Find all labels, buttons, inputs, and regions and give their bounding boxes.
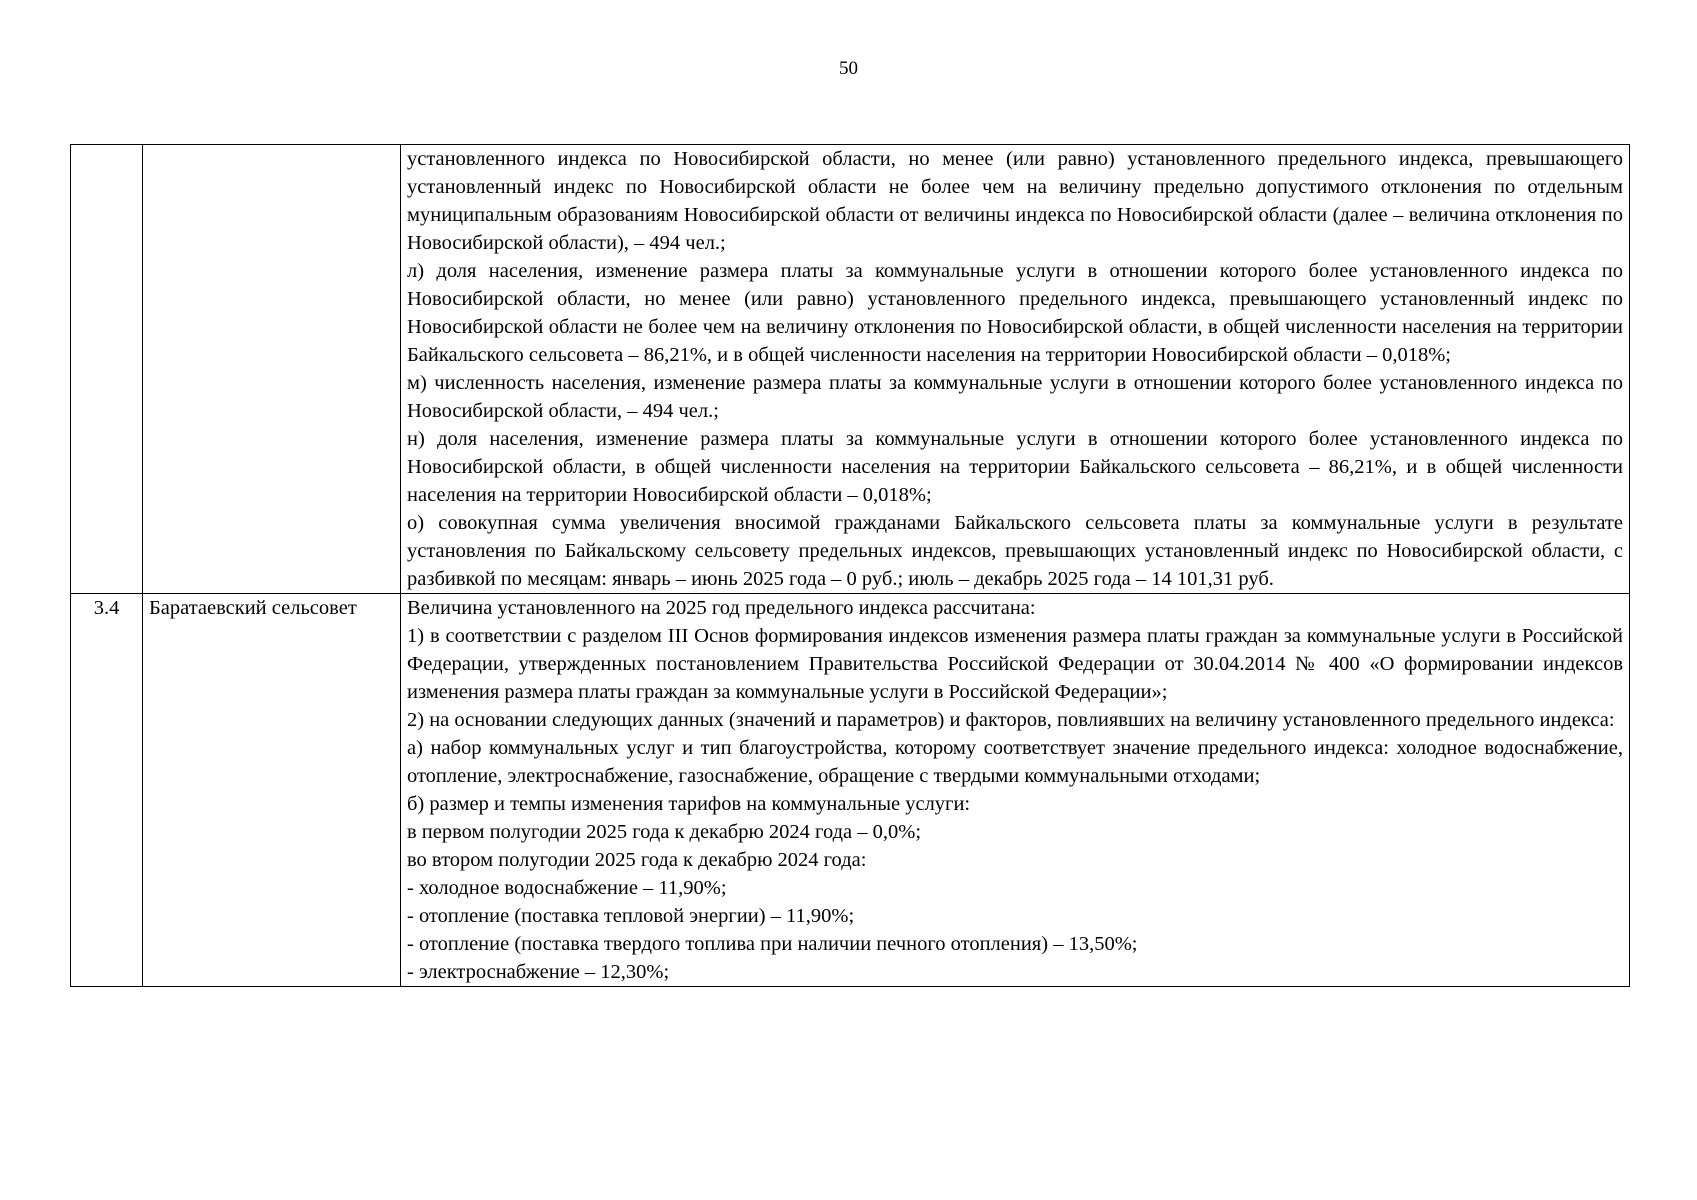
table-row [71, 145, 1630, 594]
page-number: 50 [839, 58, 858, 79]
paragraph: о) совокупная сумма увеличения вносимой гражданами Байкальского сельсовета платы за коммунальные услуги в результате установления по Байкальскому сельсовету предельных индексов, превышающих установленный индекс по Новосибирской области, с разбивкой по месяцам: январь – июнь 2025 года – 0 руб.; июль – декабрь 2025 года – 14 101,31 руб. [407, 512, 1623, 590]
paragraph: Величина установленного на 2025 год предельного индекса рассчитана: [407, 597, 1036, 619]
paragraph: - электроснабжение – 12,30%; [407, 961, 670, 983]
paragraph: б) размер и темпы изменения тарифов на коммунальные услуги: [407, 793, 971, 815]
row-number-cell: 3.4 [71, 594, 143, 987]
paragraph: н) доля населения, изменение размера платы за коммунальные услуги в отношении которого более установленного индекса по Новосибирской области, в общей численности населения на территории Байкальского сельсовета – 86,21%, и в общей численности населения на территории Новосибирской области – 0,018%; [407, 428, 1623, 506]
table-row [71, 594, 1630, 987]
paragraph: 2) на основании следующих данных (значений и параметров) и факторов, повлиявших на величину установленного предельного индекса: [407, 709, 1615, 731]
paragraph: м) численность населения, изменение размера платы за коммунальные услуги в отношении которого более установленного индекса по Новосибирской области, – 494 чел.; [407, 372, 1623, 422]
paragraph: - холодное водоснабжение – 11,90%; [407, 877, 727, 899]
paragraph: - отопление (поставка тепловой энергии) – 11,90%; [407, 905, 855, 927]
paragraph: во втором полугодии 2025 года к декабрю 2024 года: [407, 849, 867, 871]
description-cell [401, 594, 1630, 987]
description-cell [401, 145, 1630, 594]
paragraph: - отопление (поставка твердого топлива при наличии печного отопления) – 13,50%; [407, 933, 1138, 955]
row-number-cell [71, 145, 143, 594]
paragraph: л) доля населения, изменение размера платы за коммунальные услуги в отношении которого более установленного индекса по Новосибирской области, но менее (или равно) установленного предельного индекса, превышающего установленный индекс по Новосибирской области не более чем на величину отклонения по Новосибирской области, в общей численности населения на территории Байкальского сельсовета – 86,21%, и в общей численности населения на территории Новосибирской области – 0,018%; [407, 260, 1623, 366]
paragraph: 1) в соответствии с разделом III Основ формирования индексов изменения размера платы граждан за коммунальные услуги в Российской Федерации, утвержденных постановлением Правительства Российской Федерации от 30.04.2014 № 400 «О формировании индексов изменения размера платы граждан за коммунальные услуги в Российской Федерации»; [407, 625, 1623, 703]
municipality-name-cell [143, 145, 401, 594]
document-table [70, 144, 1630, 987]
paragraph: в первом полугодии 2025 года к декабрю 2024 года – 0,0%; [407, 821, 922, 843]
paragraph: а) набор коммунальных услуг и тип благоустройства, которому соответствует значение предельного индекса: холодное водоснабжение, отопление, электроснабжение, газоснабжение, обращение с твердыми коммунальными отходами; [407, 737, 1623, 787]
municipality-name-cell: Баратаевский сельсовет [143, 594, 401, 987]
paragraph: установленного индекса по Новосибирской области, но менее (или равно) установленного предельного индекса, превышающего установленный индекс по Новосибирской области не более чем на величину предельно допустимого отклонения по отдельным муниципальным образованиям Новосибирской области от величины индекса по Новосибирской области (далее – величина отклонения по Новосибирской области), – 494 чел.; [407, 148, 1623, 254]
